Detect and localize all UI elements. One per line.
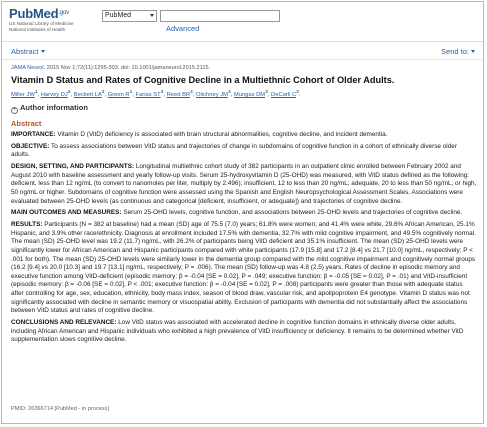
author-link[interactable]: Reed BR	[166, 91, 191, 98]
abstract-heading: Abstract	[11, 118, 42, 128]
advanced-search-link[interactable]: Advanced	[166, 24, 200, 33]
section-label: CONCLUSIONS AND RELEVANCE:	[11, 318, 117, 326]
author-affiliation: 2	[67, 90, 71, 95]
section-text: Longitudinal multiethnic cohort study of 382 participants in an outpatient clinic enrolled between February 2002 and August 2010 with baseline assessment and yearly follow-up visits. Serum 25-hydroxyvitamin D (25-OHD) was measured, with VitD status defined as the following: deficient, less than 12 ng/mL (to convert to nanomoles per liter, multiply by 2.496); insufficient, 12 to less than 20 ng/mL; adequate, 20 to less than 50 ng/mL; or high, 50 ng/mL or higher. Subdomains of cognitive function were assessed using the Spanish and English Neuropsychological Assessment Scales. Associations were evaluated between 25-OHD levels (as continuous and categorical [deficient, insufficient, or adequate]) and trajectories of cognitive decline.	[11, 163, 477, 205]
author-affiliation: 3	[265, 90, 268, 95]
pubmed-abstract-page	[1, 1, 484, 424]
logo-line-2: National Institutes of Health	[9, 27, 66, 33]
database-select[interactable]	[102, 10, 157, 22]
author-link[interactable]: Green R	[107, 91, 130, 98]
conclusions-paragraph	[11, 319, 477, 345]
author-affiliation: 3	[296, 90, 299, 95]
outcomes-paragraph	[11, 209, 477, 218]
section-text: Vitamin D (VitD) deficiency is associated with brain structural abnormalities, cognitive decline, and incident dementia.	[57, 131, 388, 139]
divider	[2, 41, 483, 42]
section-label: DESIGN, SETTING, AND PARTICIPANTS:	[11, 163, 135, 171]
section-label: RESULTS:	[11, 221, 43, 229]
importance-paragraph	[11, 131, 477, 140]
divider	[2, 59, 483, 60]
author-link[interactable]: Harvey DJ	[40, 91, 68, 98]
author-affiliation: 3	[160, 90, 164, 95]
article-title: Vitamin D Status and Rates of Cognitive Decline in a Multiethnic Cohort of Older Adults.	[11, 75, 395, 85]
author-affiliation: 4	[190, 90, 193, 95]
author-affiliation: 3	[227, 90, 231, 95]
plus-icon: +	[12, 106, 17, 113]
author-link[interactable]: Mungas DM	[233, 91, 266, 98]
search-input[interactable]	[160, 10, 280, 22]
pubmed-logo[interactable]	[9, 7, 99, 35]
design-paragraph	[11, 163, 477, 206]
section-label: OBJECTIVE:	[11, 142, 50, 150]
author-link[interactable]: Olichney JM	[196, 91, 228, 98]
logo-suffix: .gov	[58, 10, 69, 16]
section-text: Participants (N = 382 at baseline) had a mean (SD) age of 75.5 (7.0) years; 61.8% were women; and 41.4% were white, 29.6% African American, 25.1% Hispanic, and 3.9% other race/ethnicity. Diagnosis at enrollment included 17.5% with dementia, 32.7% with mild cognitive impairment, and 49.5% cognitively normal. The mean (SD) 25-OHD level was 19.2 (11.7) ng/mL, with 26.2% of participants being VitD deficient and 35.1% insufficient. The mean (SD) 25-OHD levels were significantly lower for African American and Hispanic participants compared with white participants (17.9 [15.8] and 17.2 [8.4] vs 21.7 [10.0] ng/mL, respectively; P < .001 for both). The mean (SD) 25-OHD levels were similarly lower in the dementia group compared with the mild cognitive impairment and cognitively normal groups (16.2 [9.4] vs 20.0 [10.3] and 19.7 [13.1] ng/mL, respectively; P = .006). The mean (SD) follow-up was 4.8 (2.5) years. Rates of decline in episodic memory and executive function among VitD-deficient (episodic memory: β = -0.04 [SE = 0.02], P = .049; executive function: β = -0.05 [SE = 0.02], P = .01) and VitD-insufficient (episodic memory: β = -0.06 [SE = 0.02], P < .001; executive function: β = -0.04 [SE = 0.02], P = .008) participants were greater than those with adequate status after controlling for age, sex, education, ethnicity, body mass index, season of blood draw, vascular risk, and apolipoprotein E4 genotype. Vitamin D status was not significantly associated with decline in semantic memory or visuospatial ability. Exclusion of participants with dementia did not substantially affect the associations between VitD status and rates of cognitive decline.	[11, 221, 476, 315]
author-link[interactable]: Farias ST	[135, 91, 161, 98]
author-affiliation: 2	[101, 90, 105, 95]
logo-line-1: US National Library of Medicine	[9, 21, 74, 26]
results-paragraph	[11, 221, 477, 316]
author-affiliation: 1	[129, 90, 133, 95]
author-affiliation: 1	[34, 90, 38, 95]
chevron-down-icon	[41, 50, 45, 53]
format-menu-label: Abstract	[11, 47, 39, 56]
journal-link[interactable]: JAMA Neurol.	[11, 65, 46, 71]
section-label: IMPORTANCE:	[11, 131, 56, 139]
citation	[11, 65, 477, 72]
chevron-down-icon	[150, 14, 154, 17]
send-to-menu[interactable]	[441, 47, 475, 56]
section-text: To assess associations between VitD status and trajectories of change in subdomains of cognitive function in a cohort of ethnically diverse older adults.	[11, 142, 457, 159]
section-text: Low VitD status was associated with accelerated decline in cognitive function domains in ethnically diverse older adults, including African American and Hispanic individuals who exhibited a high prevalence of VitD insufficiency or deficiency. It remains to be determined whether VitD supplementation slows cognitive decline.	[11, 318, 464, 344]
author-link[interactable]: Miller JW	[11, 91, 35, 98]
author-link[interactable]: DeCarli C	[271, 91, 297, 98]
masthead	[2, 2, 483, 38]
author-link[interactable]: Beckett LA	[73, 91, 102, 98]
article-content	[11, 65, 477, 345]
objective-paragraph	[11, 143, 477, 160]
logo-text: PubMed	[9, 6, 59, 21]
section-text: Serum 25-OHD levels, cognitive function, and associations between 25-OHD levels and trajectories of cognitive decline.	[123, 209, 463, 217]
citation-details: 2015 Nov 1;72(11):1295-303. doi: 10.1001/jamaneurol.2015.2115.	[45, 65, 211, 71]
author-information-toggle[interactable]	[11, 103, 477, 114]
author-information-label: Author information	[20, 102, 88, 112]
database-select-value: PubMed	[105, 12, 132, 19]
send-to-label: Send to:	[441, 47, 469, 56]
chevron-down-icon	[471, 50, 475, 53]
author-list: Miller $JW^1$, Harvey $DJ^2$, Beckett $LA^2$, Green $R^1$, Farias $ST^3$, Reed $BR^4$, Olichney $JM^3$, Mungas $DM^3$, DeCarli $C^3$.	[11, 90, 301, 98]
section-label: MAIN OUTCOMES AND MEASURES:	[11, 209, 122, 217]
format-menu[interactable]	[11, 47, 45, 56]
pmid-line: PMID: 26366714 [PubMed - in process]	[11, 406, 109, 412]
